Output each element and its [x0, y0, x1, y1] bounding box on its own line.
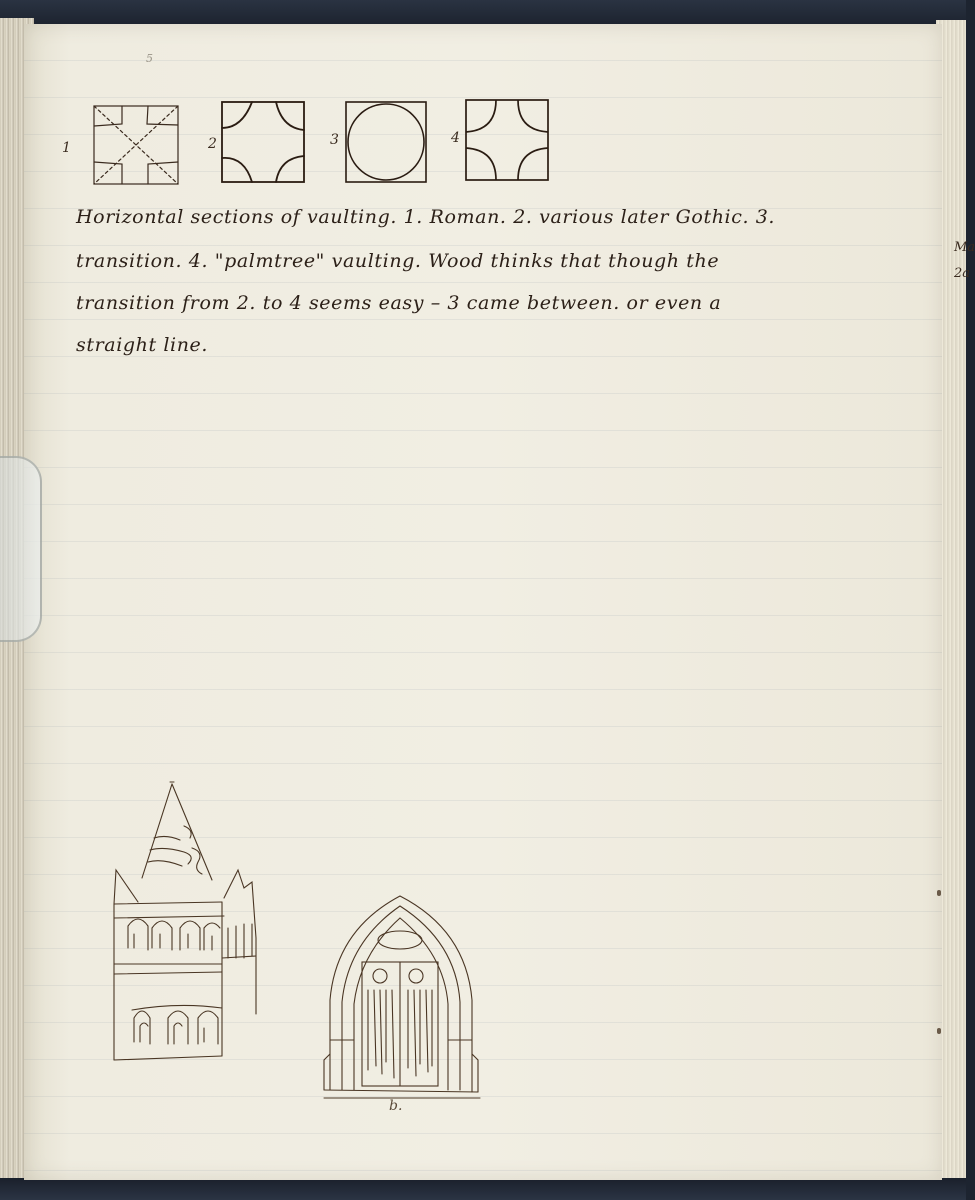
vault-section-palmtree-sketch	[464, 98, 550, 182]
facing-page-edge-text: Ma 2a	[954, 240, 975, 281]
manuscript-page	[24, 24, 942, 1180]
cover-bottom-edge	[0, 1178, 966, 1200]
caption-line-3: transition from 2. to 4 seems easy – 3 came between. or even a	[76, 292, 722, 314]
paper-clip	[0, 456, 42, 642]
figure-label-4: 4	[451, 130, 460, 146]
gothic-doorway-sketch	[320, 890, 500, 1100]
figure-label-1: 1	[62, 140, 71, 156]
page-blemish	[937, 1028, 941, 1034]
figure-label-2: 2	[208, 136, 217, 152]
vault-section-transition-sketch	[344, 100, 428, 184]
caption-line-1: Horizontal sections of vaulting. 1. Roman. 2. various later Gothic. 3.	[76, 206, 776, 228]
pencil-page-mark: 5	[146, 52, 153, 65]
caption-line-2: transition. 4. "palmtree" vaulting. Wood thinks that though the	[76, 250, 720, 272]
figure-label-3: 3	[330, 132, 339, 148]
vault-section-gothic-sketch	[220, 100, 306, 184]
page-blemish	[937, 890, 941, 896]
vault-section-roman-sketch	[92, 104, 182, 186]
doorway-sketch-label: b.	[389, 1098, 403, 1114]
caption-line-4: straight line.	[76, 334, 209, 356]
church-tower-sketch	[104, 778, 264, 1068]
